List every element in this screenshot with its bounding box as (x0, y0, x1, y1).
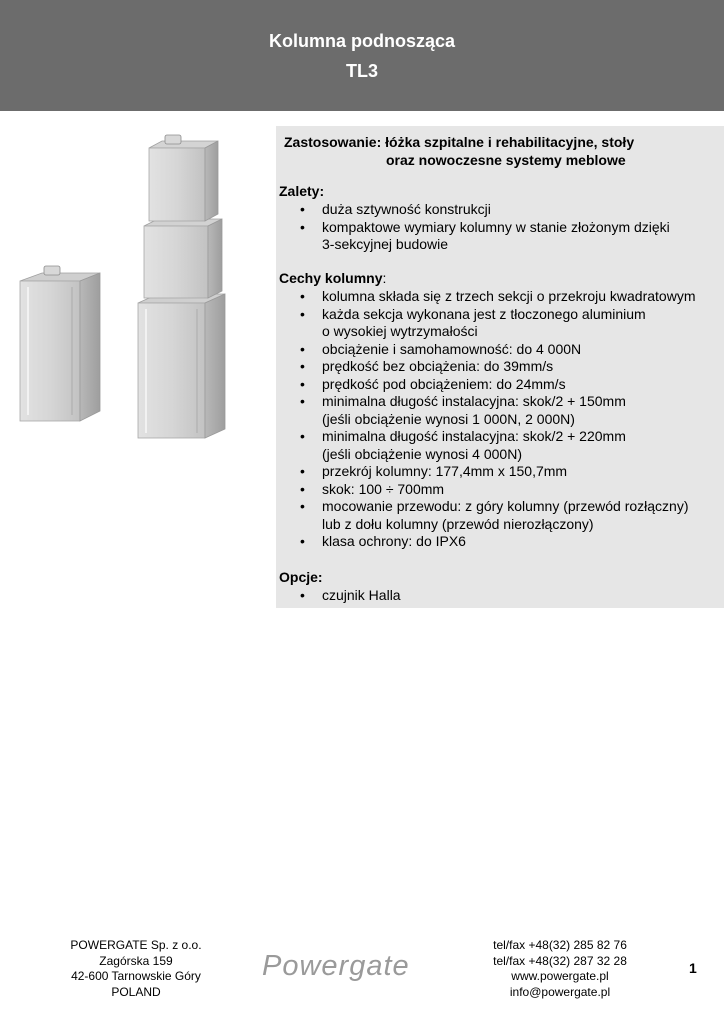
application-line-1: łóżka szpitalne i rehabilitacyjne, stoły (385, 134, 635, 150)
list-item (276, 533, 724, 551)
list-item-text: przekrój kolumny: 177,4mm x 150,7mm (322, 463, 568, 479)
advantages-title: Zalety: (279, 183, 325, 199)
features-title (279, 270, 386, 288)
bullet-icon: • (300, 498, 305, 514)
list-item (276, 463, 724, 481)
list-item (276, 288, 724, 306)
list-item-text: prędkość pod obciążeniem: do 24mm/s (322, 375, 566, 392)
page-header (0, 0, 724, 111)
list-item (276, 201, 724, 219)
page-number: 1 (689, 960, 697, 976)
list-item-text: (jeśli obciążenie wynosi 4 000N) (322, 445, 522, 462)
document-title: Kolumna podnosząca (268, 31, 456, 51)
list-item (276, 498, 724, 533)
extended-column (138, 135, 225, 438)
product-illustration (0, 111, 275, 471)
bullet-icon: • (300, 218, 305, 235)
list-item-text: prędkość bez obciążenia: do 39mm/s (322, 358, 554, 374)
bullet-icon: • (300, 358, 305, 374)
list-item-text: obciążenie i samohamowność: do 4 000N (322, 340, 582, 357)
bullet-icon: • (300, 480, 305, 497)
bullet-icon: • (300, 393, 305, 409)
bullet-icon: • (300, 533, 305, 549)
specification-panel (276, 126, 724, 608)
powergate-logo: Powergate (262, 950, 410, 982)
company-street: Zagórska 159 (99, 953, 173, 968)
application-line-2: oraz nowoczesne systemy meblowe (386, 151, 626, 168)
list-item (276, 481, 724, 499)
contact-website-link[interactable]: www.powergate.pl (511, 969, 609, 983)
bullet-icon: • (300, 288, 305, 304)
list-item (276, 306, 724, 341)
company-country: POLAND (111, 984, 161, 999)
list-item-text: kompaktowe wymiary kolumny w stanie złożonym dzięki (322, 218, 670, 235)
features-title-colon: : (382, 270, 387, 286)
list-item (276, 358, 724, 376)
options-list (276, 587, 724, 605)
list-item-text: (jeśli obciążenie wynosi 1 000N, 2 000N) (322, 410, 575, 427)
list-item (276, 376, 724, 394)
list-item-text: o wysokiej wytrzymałości (322, 323, 478, 339)
bullet-icon: • (300, 428, 305, 444)
list-item (276, 428, 724, 463)
list-item-text: skok: 100 ÷ 700mm (322, 480, 445, 497)
application-text (284, 134, 724, 169)
list-item-text: duża sztywność konstrukcji (322, 201, 491, 217)
bullet-icon: • (300, 463, 305, 479)
company-address (56, 938, 216, 1000)
advantages-list (276, 201, 724, 254)
list-item-text: minimalna długość instalacyjna: skok/2 + 150mm (322, 393, 626, 409)
company-contact (470, 938, 650, 1000)
list-item-text: 3-sekcyjnej budowie (322, 236, 449, 252)
list-item-text: każda sekcja wykonana jest z tłoczonego aluminium (322, 305, 646, 322)
list-item-text: minimalna długość instalacyjna: skok/2 + 220mm (322, 428, 626, 444)
model-name: TL3 (345, 61, 378, 81)
options-title: Opcje: (279, 569, 323, 585)
list-item (276, 219, 724, 254)
bullet-icon: • (300, 305, 305, 322)
company-city: 42-600 Tarnowskie Góry (71, 969, 201, 983)
features-title-text: Cechy kolumny (279, 270, 383, 286)
list-item (276, 587, 724, 605)
collapsed-column (20, 266, 100, 421)
list-item-text: kolumna składa się z trzech sekcji o przekroju kwadratowym (322, 288, 696, 304)
contact-phone-1: tel/fax +48(32) 285 82 76 (493, 938, 627, 952)
list-item (276, 341, 724, 359)
list-item-text: czujnik Halla (322, 587, 401, 603)
bullet-icon: • (300, 375, 305, 392)
list-item-text: lub z dołu kolumny (przewód nierozłączony) (322, 515, 594, 532)
contact-email-link[interactable]: info@powergate.pl (509, 984, 611, 999)
bullet-icon: • (300, 201, 305, 217)
contact-phone-2: tel/fax +48(32) 287 32 28 (493, 953, 627, 968)
features-list (276, 288, 724, 551)
list-item-text: klasa ochrony: do IPX6 (322, 533, 466, 549)
bullet-icon: • (300, 340, 305, 357)
bullet-icon: • (300, 587, 305, 603)
company-name: POWERGATE Sp. z o.o. (70, 938, 202, 952)
list-item (276, 393, 724, 428)
application-label: Zastosowanie: (284, 134, 382, 150)
list-item-text: mocowanie przewodu: z góry kolumny (przewód rozłączny) (322, 498, 689, 514)
